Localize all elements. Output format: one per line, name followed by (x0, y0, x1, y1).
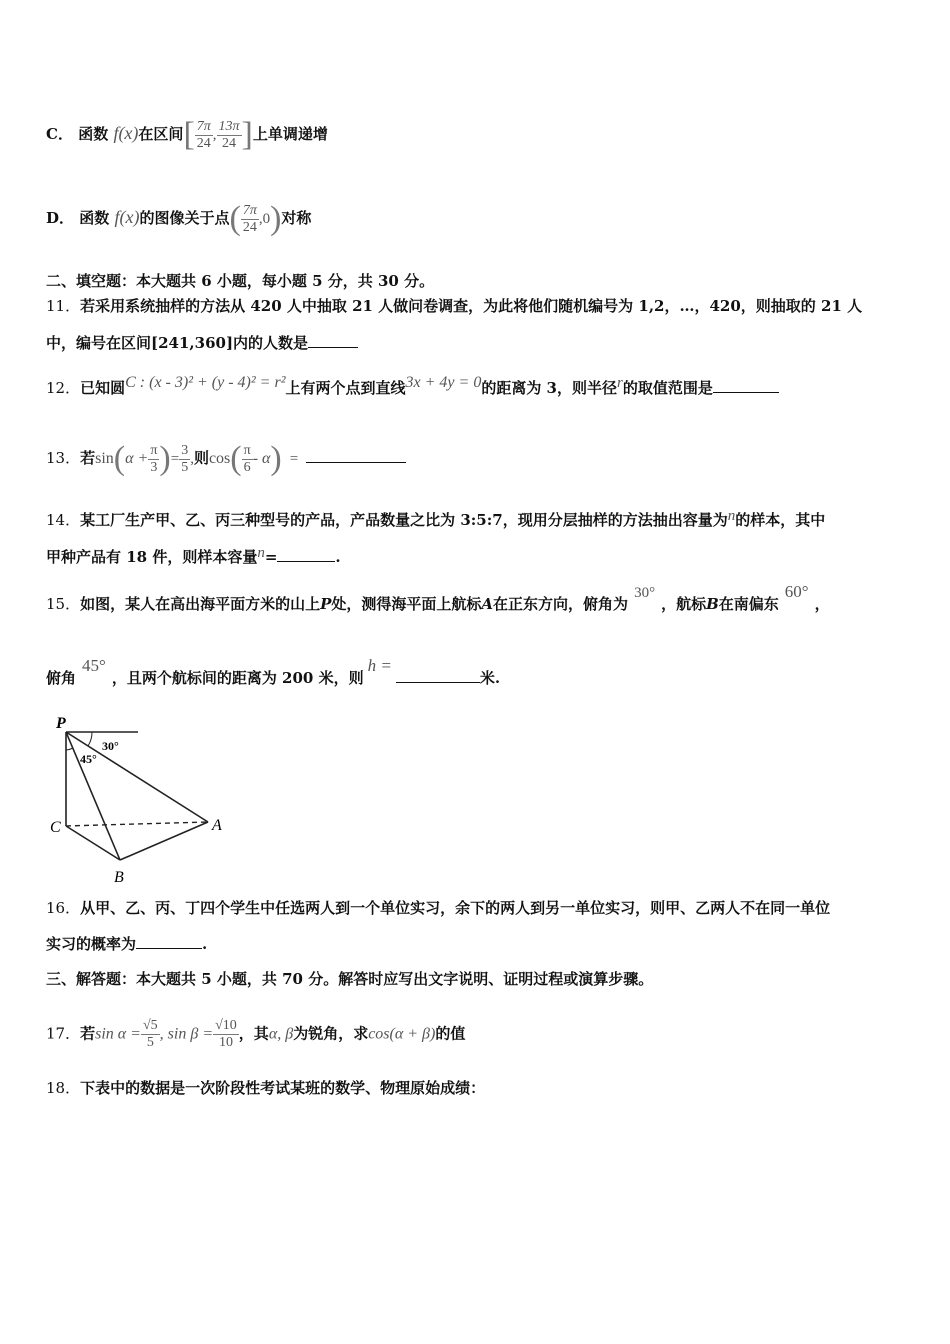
lparen-2: ( (230, 440, 242, 477)
question-14-line1 (46, 510, 825, 531)
question-15-text3: 在正东方向，俯角为 (493, 595, 629, 613)
question-14-period: . (335, 548, 341, 566)
minus-alpha: - α (252, 450, 271, 467)
option-c-label: C． (46, 125, 73, 143)
question-11-line1 (46, 296, 862, 316)
option-c-text2: 在区间 (138, 125, 184, 143)
question-12-text3: 的距离为 3，则半径 (481, 379, 617, 397)
option-d-text2: 的图像关于点 (139, 209, 230, 227)
question-15-line1 (46, 582, 830, 615)
option-d-tail: ,0 (258, 211, 271, 227)
question-16-line2 (46, 934, 207, 954)
answer-blank-16[interactable] (136, 934, 202, 949)
section-2-heading: 二、填空题：本大题共 6 小题，每小题 5 分，共 30 分。 (46, 272, 435, 290)
question-13-number: 13． (46, 449, 81, 467)
question-14-text2: 的样本，其中 (735, 511, 826, 529)
answer-blank-11[interactable] (308, 333, 358, 348)
question-11-text2: 中，编号在区间[241,360]内的人数是 (46, 334, 309, 352)
question-14-line2 (46, 547, 341, 568)
sin-function: sin (95, 450, 114, 467)
option-c-text3: 上单调递增 (252, 125, 328, 143)
question-12-text1: 已知圆 (80, 379, 126, 397)
edge-ba (120, 822, 208, 860)
label-45: 45° (80, 752, 97, 766)
answer-blank-14[interactable] (277, 547, 335, 562)
question-17-text1: 若 (80, 1024, 96, 1043)
question-16-text2: 实习的概率为 (46, 935, 137, 953)
sample-size-symbol: n (727, 508, 736, 524)
option-d-rparen: ) (270, 200, 282, 237)
question-16-line1 (46, 898, 830, 918)
label-30: 30° (102, 739, 119, 753)
pi-over-3: $\frac{\pi}{3}$ (150, 442, 158, 475)
question-11-line2 (46, 333, 358, 353)
option-c (46, 118, 328, 152)
section-3-heading: 三、解答题：本大题共 5 小题，共 70 分。解答时应写出文字说明、证明过程或演算步骤。 (46, 970, 654, 988)
question-17-text2: ，其 (238, 1024, 269, 1043)
edge-ca-dashed (66, 822, 208, 826)
question-16-text1: 从甲、乙、丙、丁四个学生中任选两人到一个单位实习，余下的两人到另一单位实习，则甲、乙两人不在同一单位 (80, 899, 831, 917)
sin-beta: , sin β = (159, 1025, 214, 1043)
question-15-text6: ， (814, 595, 830, 613)
geometry-figure (44, 710, 244, 890)
option-d-text1: 函数 (79, 209, 110, 227)
option-d-lparen: ( (229, 200, 241, 237)
question-17-text4: 的值 (435, 1024, 466, 1043)
answer-blank-13[interactable] (306, 448, 406, 463)
question-12 (46, 374, 779, 399)
comma: , (190, 451, 194, 467)
question-14-equals: = (264, 548, 278, 566)
option-d (46, 202, 311, 236)
equals-1: = (170, 451, 180, 467)
edge-pa (66, 732, 208, 822)
circle-equation: C : (x - 3)² + (y - 4)² = r² (125, 374, 286, 391)
question-18-text: 下表中的数据是一次阶段性考试某班的数学、物理原始成绩： (80, 1079, 486, 1097)
answer-blank-12[interactable] (713, 378, 779, 393)
pi-over-6: $\frac{\pi}{6}$ (243, 442, 251, 475)
option-d-text3: 对称 (281, 209, 312, 227)
question-15-number: 15． (46, 595, 81, 613)
point-p: P (320, 595, 332, 613)
option-d-fx: f(x) (114, 207, 140, 227)
angle-60: 60° (784, 582, 809, 601)
equals-2: = (289, 451, 299, 467)
height-symbol: h = (367, 656, 392, 675)
question-15-text9: 米. (479, 669, 501, 687)
point-a: A (481, 595, 494, 613)
cos-function: cos (208, 450, 231, 467)
question-15-text5: 在南偏东 (718, 595, 779, 613)
edge-cb (66, 826, 120, 860)
angle-45: 45° (82, 656, 106, 675)
question-15-text4: ，航标 (661, 595, 707, 613)
question-16-number: 16． (46, 899, 81, 917)
question-17-text3: 为锐角，求 (293, 1024, 369, 1043)
three-fifths: $\frac{3}{5}$ (181, 442, 189, 475)
angle-arc-45 (66, 748, 73, 750)
question-13 (46, 442, 406, 476)
sample-size-symbol-2: n (257, 545, 265, 561)
option-c-comma: , (212, 127, 217, 143)
question-15-text7: 俯角 (46, 669, 77, 687)
question-11-text1: 若采用系统抽样的方法从 420 人中抽取 21 人做问卷调查，为此将他们随机编号为 1,2，…，420，则抽取的 21 人 (80, 297, 863, 315)
option-c-frac1: $\frac{7\pi}{24}$ (196, 118, 211, 151)
question-12-text4: 的取值范围是 (622, 379, 713, 397)
question-14-text1: 某工厂生产甲、乙、丙三种型号的产品，产品数量之比为 3:5:7，现用分层抽样的方法抽出容量为 (80, 511, 728, 529)
question-13-text2: 则 (193, 449, 209, 467)
question-15-text1: 如图，某人在高出海平面方米的山上 (80, 595, 321, 613)
line-equation: 3x + 4y = 0 (405, 374, 482, 391)
alpha-beta: α, β (268, 1025, 294, 1043)
question-15-text8: ，且两个航标间的距离为 200 米，则 (111, 669, 364, 687)
question-18 (46, 1078, 485, 1098)
point-b: B (706, 595, 719, 613)
label-p: P (56, 715, 66, 732)
question-17 (46, 1018, 465, 1051)
option-d-label: D． (46, 209, 75, 227)
cos-alpha-plus-beta: cos(α + β) (368, 1025, 436, 1043)
angle-30: 30° (634, 585, 656, 601)
question-16-period: . (202, 935, 208, 953)
radius-symbol: r (616, 375, 623, 391)
alpha-plus: α + (125, 450, 149, 467)
question-11-number: 11． (46, 297, 81, 315)
option-c-text1: 函数 (78, 125, 109, 143)
question-13-text1: 若 (80, 449, 96, 467)
question-15-line2 (46, 656, 501, 688)
question-12-text2: 上有两个点到直线 (285, 379, 406, 397)
question-12-number: 12． (46, 379, 81, 397)
rparen-2: ) (270, 440, 282, 477)
sqrt5-over-5: $\frac{√5}{5}$ (142, 1018, 158, 1050)
question-18-number: 18． (46, 1079, 81, 1097)
label-b: B (114, 869, 124, 886)
option-d-frac: $\frac{7\pi}{24}$ (242, 202, 257, 235)
angle-arc-30 (88, 732, 92, 746)
option-c-lbracket: [ (183, 116, 195, 153)
answer-blank-15[interactable] (396, 668, 480, 683)
label-c: C (50, 819, 61, 836)
question-14-text3: 甲种产品有 18 件，则样本容量 (46, 548, 258, 566)
option-c-rbracket: ] (241, 116, 253, 153)
lparen-1: ( (113, 440, 126, 477)
option-c-fx: f(x) (113, 123, 139, 143)
question-17-number: 17． (46, 1024, 81, 1043)
sqrt10-over-10: $\frac{√10}{10}$ (215, 1018, 237, 1050)
question-15-text2: 处，测得海平面上航标 (331, 595, 482, 613)
label-a: A (212, 817, 222, 834)
question-14-number: 14． (46, 511, 81, 529)
option-c-frac2: $\frac{13\pi}{24}$ (218, 118, 240, 151)
rparen-1: ) (159, 440, 171, 477)
sin-alpha: sin α = (95, 1025, 141, 1043)
